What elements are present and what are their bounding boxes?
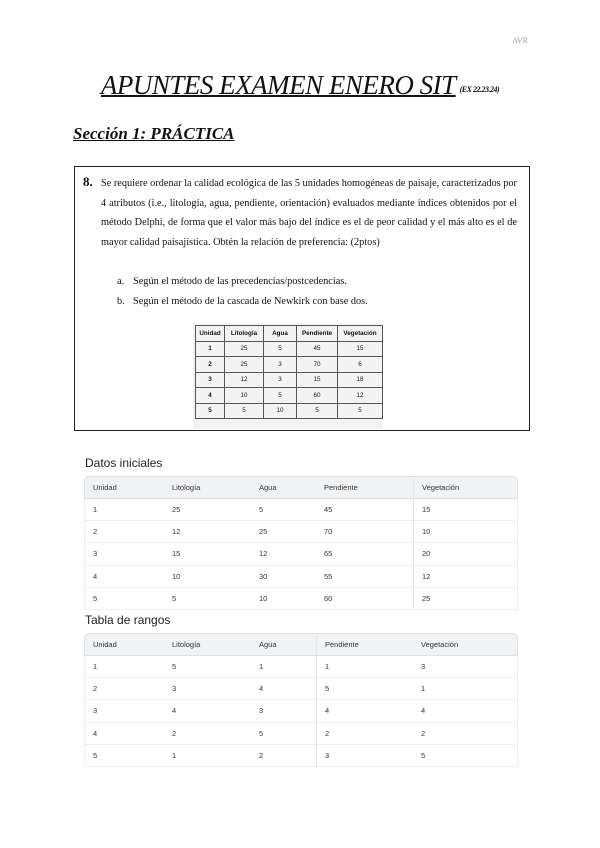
tabla-rangos-title: Tabla de rangos (85, 613, 171, 627)
question-text: Se requiere ordenar la calidad ecológica de las 5 unidades homogéneas de paisaje, caracterizados por 4 atributos (i.e., litología, agua, pendiente, orientación) evaluados mediante índices obtenidos por el método Delphi, de forma que el valor más bajo del índice es el de peor calidad y el más alto es el de mayor calidad paisajística. Obtén la relación de preferencia: (2ptos) (101, 178, 517, 248)
author-initials: AVR (512, 36, 528, 45)
table-header-row: Unidad Litología Agua Pendiente Vegetación (84, 633, 518, 656)
table-row: 2 12 25 70 10 (84, 521, 518, 543)
question-table (195, 325, 383, 419)
table-row: 5 1 2 3 5 (84, 745, 518, 767)
table-row: 1 25 5 45 15 (196, 341, 383, 357)
table-row: 3 12 3 15 18 (196, 372, 383, 388)
datos-iniciales-table (84, 476, 518, 610)
table-header-row: Unidad Litología Agua Pendiente Vegetación (196, 326, 383, 342)
table-row: 4 10 5 60 12 (196, 388, 383, 404)
table-row: 3 4 3 4 4 (84, 700, 518, 722)
table-row: 2 3 4 5 1 (84, 678, 518, 700)
question-box (74, 166, 530, 431)
tabla-rangos-table (84, 633, 518, 767)
title-text: APUNTES EXAMEN ENERO SIT (100, 70, 456, 100)
question-item: b. Según el método de la cascada de Newkirk con base dos. (117, 296, 368, 307)
section-heading: Sección 1: PRÁCTICA (73, 124, 235, 143)
table-row: 3 15 12 65 20 (84, 543, 518, 565)
document-title (0, 70, 600, 101)
table-row: 4 2 5 2 2 (84, 723, 518, 745)
table-row: 1 5 1 1 3 (84, 656, 518, 678)
question-items (117, 272, 368, 312)
question-number: 8. (83, 174, 93, 189)
table-row: 1 25 5 45 15 (84, 499, 518, 521)
question-item: a. Según el método de las precedencias/postcedencias. (117, 276, 347, 287)
table-header-row: Unidad Litología Agua Pendiente Vegetación (84, 476, 518, 499)
table-row: 4 10 30 55 12 (84, 566, 518, 588)
datos-iniciales-title: Datos iniciales (85, 456, 163, 470)
table-row: 5 5 10 60 25 (84, 588, 518, 610)
table-row: 2 25 3 70 6 (196, 357, 383, 373)
table-row: 5 5 10 5 5 (196, 403, 383, 419)
title-note: (EX 22.23.24) (459, 85, 500, 94)
